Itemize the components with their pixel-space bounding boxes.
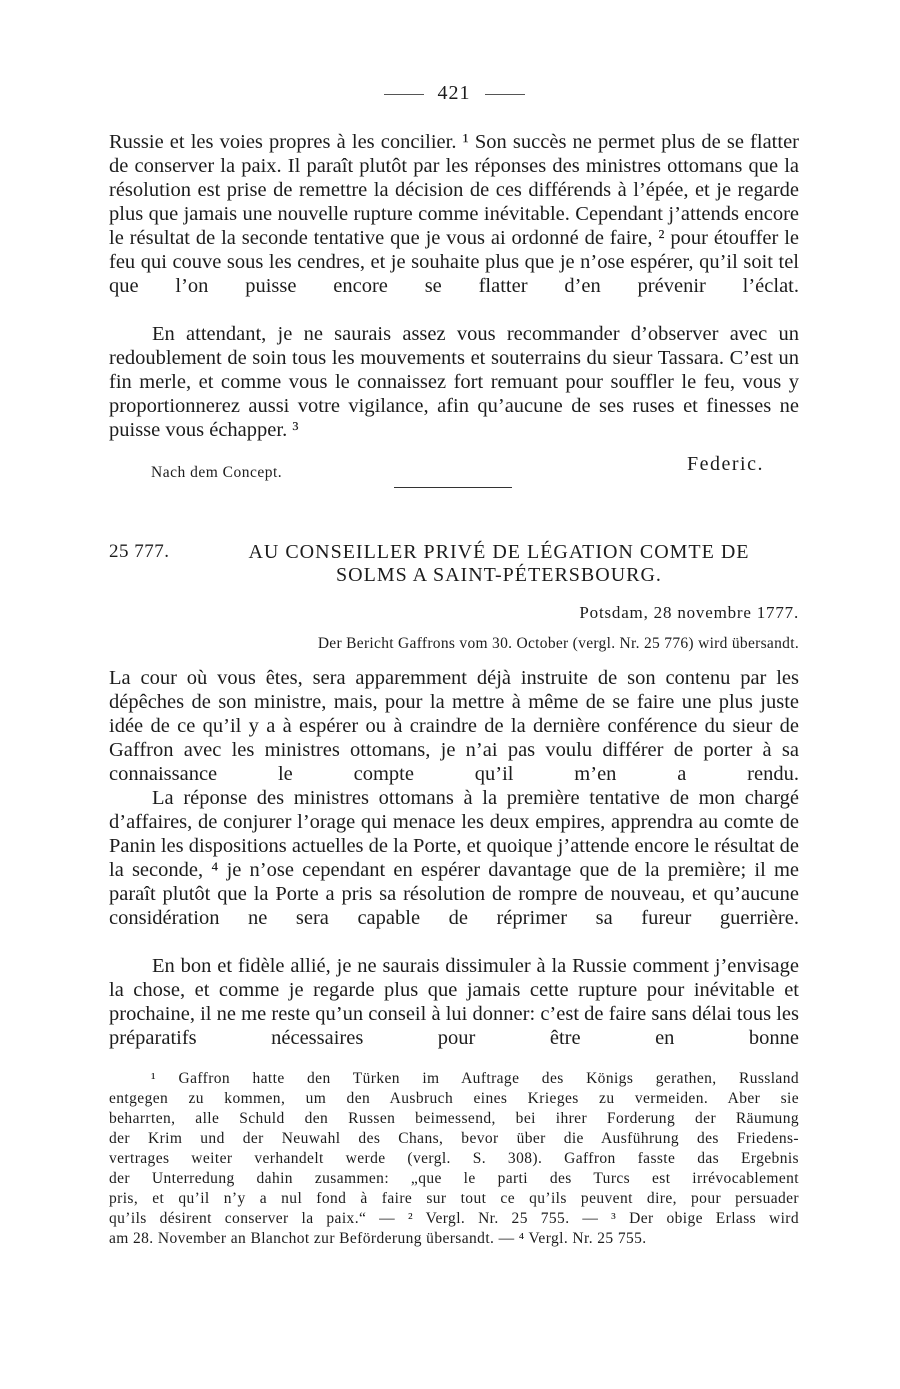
footnote-line: ¹ Gaffron hatte den Türken im Auftrage des Königs gerathen, Russland bbox=[151, 1070, 799, 1087]
footnote-line: vertrages weiter verhandelt werde (vergl. S. 308). Gaffron fasste das Ergebnis bbox=[109, 1150, 799, 1167]
footnote-line: beharrten, alle Schuld den Russen beimessend, bei ihrer Forderung der Räumung bbox=[109, 1110, 799, 1127]
footnote-line: am 28. November an Blanchot zur Beförderung übersandt. — ⁴ Vergl. Nr. 25 755. bbox=[109, 1230, 647, 1247]
page-header bbox=[109, 82, 799, 105]
header-dash-left bbox=[384, 94, 424, 95]
title-line-2: SOLMS A SAINT-PÉTERSBOURG. bbox=[336, 564, 662, 586]
dateline: Potsdam, 28 novembre 1777. bbox=[579, 603, 799, 622]
summary-note: Der Bericht Gaffrons vom 30. October (vergl. Nr. 25 776) wird übersandt. bbox=[317, 635, 799, 652]
document-number: 25 777. bbox=[109, 541, 170, 562]
footnote-line: der Krim und der Neuwahl des Chans, bevor über die Ausführung des Friedens- bbox=[109, 1130, 799, 1147]
footnote-line: entgegen zu kommen, um den Ausbruch eines Krieges zu vermeiden. Aber sie bbox=[109, 1090, 799, 1107]
footnotes bbox=[109, 1069, 799, 1249]
letter2-paragraph-3: En bon et fidèle allié, je ne saurais dissimuler à la Russie comment j’envisage la chose, et comme je regarde plus que jamais cette rupture pour inévitable et prochaine, il ne me reste qu’un conseil à lui donner: c’est de faire sans délai tous les préparatifs nécessaires pour être en bonne bbox=[109, 955, 799, 1049]
letter1-paragraph-1: Russie et les voies propres à les concilier. ¹ Son succès ne permet plus de se flatter de conserver la paix. Il paraît plutôt par les réponses des ministres ottomans que la résolution est prise de remettre la décision de ces différends à l’épée, et je regarde plus que jamais une nouvelle rupture comme inévitable. Cependant j’attends encore le résultat de la seconde tentative que je vous ai ordonné de faire, ² pour étouffer le feu qui couve sous les cendres, et je souhaite plus que je n’ose espérer, qu’il soit tel que l’on puisse encore se flatter d’en prévenir l’éclat. bbox=[109, 131, 799, 297]
section-divider bbox=[394, 487, 512, 488]
letter-title bbox=[199, 541, 799, 587]
title-line-1: AU CONSEILLER PRIVÉ DE LÉGATION COMTE DE bbox=[248, 541, 750, 563]
source-note: Nach dem Concept. bbox=[151, 464, 283, 481]
footnote-line: der Unterredung dahin zusammen: „que le parti des Turcs est irrévocablement bbox=[109, 1170, 799, 1187]
signature: Federic. bbox=[687, 453, 764, 475]
footnote-line: pris, et qu’il n’y a nul fond à faire sur tout ce qu’ils peuvent dire, pour persuader bbox=[109, 1190, 799, 1207]
footnote-line: qu’ils désirent conserver la paix.“ — ² Vergl. Nr. 25 755. — ³ Der obige Erlass wird bbox=[109, 1210, 799, 1227]
page-number: 421 bbox=[437, 82, 471, 104]
letter2-paragraph-1: La cour où vous êtes, sera apparemment déjà instruite de son contenu par les dépêches de son ministre, mais, pour la mettre à même de se faire une plus juste idée de ce qu’il y a à espérer ou à craindre de la dernière conférence du sieur de Gaffron avec les ministres ottomans, je n’ai pas voulu différer de porter à sa connaissance le compte qu’il m’en a rendu. bbox=[109, 667, 799, 785]
letter1-paragraph-2: En attendant, je ne saurais assez vous recommander d’observer avec un redoublement de soin tous les mouvements et souterrains du sieur Tassara. C’est un fin merle, et comme vous le connaissez fort remuant pour souffler le feu, vous y proportionnerez aussi votre vigilance, afin qu’aucune de ses ruses et finesses ne puisse vous échapper. ³ bbox=[109, 323, 799, 441]
header-dash-right bbox=[485, 94, 525, 95]
letter2-paragraph-2: La réponse des ministres ottomans à la première tentative de mon chargé d’affaires, de conjurer l’orage qui menace les deux empires, apprendra au comte de Panin les dispositions actuelles de la Porte, et quoique j’attende encore le résultat de la seconde, ⁴ je n’ose cependant en espérer davantage que de la première; il me paraît plutôt que la Porte a pris sa résolution de rompre de nouveau, et qu’aucune considération ne sera capable de réprimer sa fureur guerrière. bbox=[109, 787, 799, 929]
